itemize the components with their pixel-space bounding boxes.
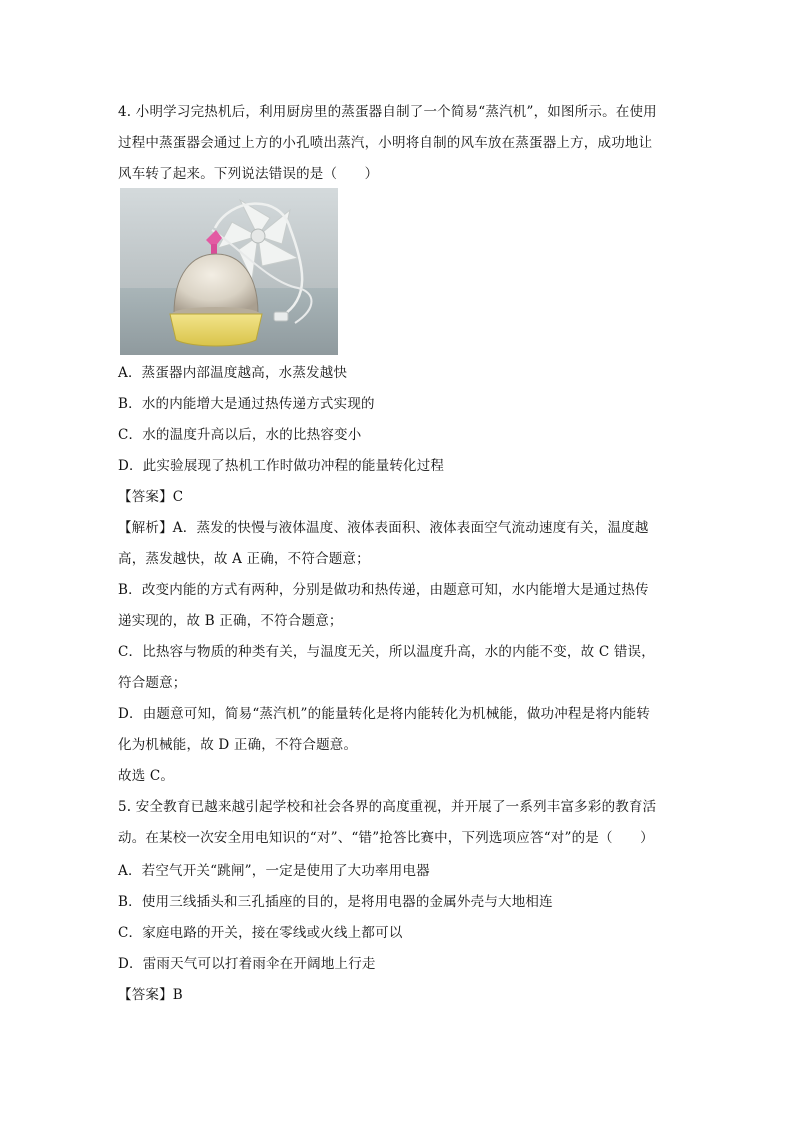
q5-stem-line-2: 动。在某校一次安全用电知识的“对”、“错”抢答比赛中，下列选项应答“对”的是（ ） [118,830,654,846]
steam-egg-cooker-illustration [120,188,338,355]
q4-option-b: B．水的内能增大是通过热传递方式实现的 [118,396,375,412]
q4-analysis-line-2: 高，蒸发越快，故 A 正确，不符合题意； [118,551,370,567]
q4-analysis-line-8: 化为机械能，故 D 正确，不符合题意。 [118,737,358,753]
q4-option-a: A．蒸蛋器内部温度越高，水蒸发越快 [118,365,348,381]
q4-stem-line-1: 4. 小明学习完热机后，利用厨房里的蒸蛋器自制了一个简易“蒸汽机”，如图所示。在使用 [118,104,657,120]
q5-option-a: A．若空气开关“跳闸”，一定是使用了大功率用电器 [118,863,430,879]
q4-option-c: C．水的温度升高以后，水的比热容变小 [118,427,362,443]
q4-analysis-line-4: 递实现的，故 B 正确，不符合题意； [118,613,343,629]
q5-option-d: D．雷雨天气可以打着雨伞在开阔地上行走 [118,956,376,972]
q5-option-c: C．家庭电路的开关，接在零线或火线上都可以 [118,925,403,941]
q4-stem-line-2: 过程中蒸蛋器会通过上方的小孔喷出蒸汽，小明将自制的风车放在蒸蛋器上方，成功地让 [118,135,653,151]
q5-stem-line-1: 5. 安全教育已越来越引起学校和社会各界的高度重视，并开展了一系列丰富多彩的教育活 [118,799,657,815]
q4-stem-line-3: 风车转了起来。下列说法错误的是（ ） [118,166,379,182]
q4-analysis-line-5: C．比热容与物质的种类有关，与温度无关，所以温度升高，水的内能不变，故 C 错误， [118,644,655,660]
q4-analysis-line-1: 【解析】A．蒸发的快慢与液体温度、液体表面积、液体表面空气流动速度有关，温度越 [118,520,649,536]
q4-analysis-line-7: D．由题意可知，简易“蒸汽机”的能量转化是将内能转化为机械能，做功冲程是将内能转 [118,706,651,722]
q4-analysis-line-3: B．改变内能的方式有两种，分别是做功和热传递，由题意可知，水内能增大是通过热传 [118,582,649,598]
q4-analysis-line-6: 符合题意； [118,675,187,691]
q4-analysis-line-9: 故选 C。 [118,768,175,784]
q5-option-b: B．使用三线插头和三孔插座的目的，是将用电器的金属外壳与大地相连 [118,894,553,910]
steam-engine-photo [120,188,338,355]
q4-option-d: D．此实验展现了热机工作时做功冲程的能量转化过程 [118,458,445,474]
q4-answer: 【答案】C [118,489,184,505]
q5-answer: 【答案】B [118,987,183,1003]
